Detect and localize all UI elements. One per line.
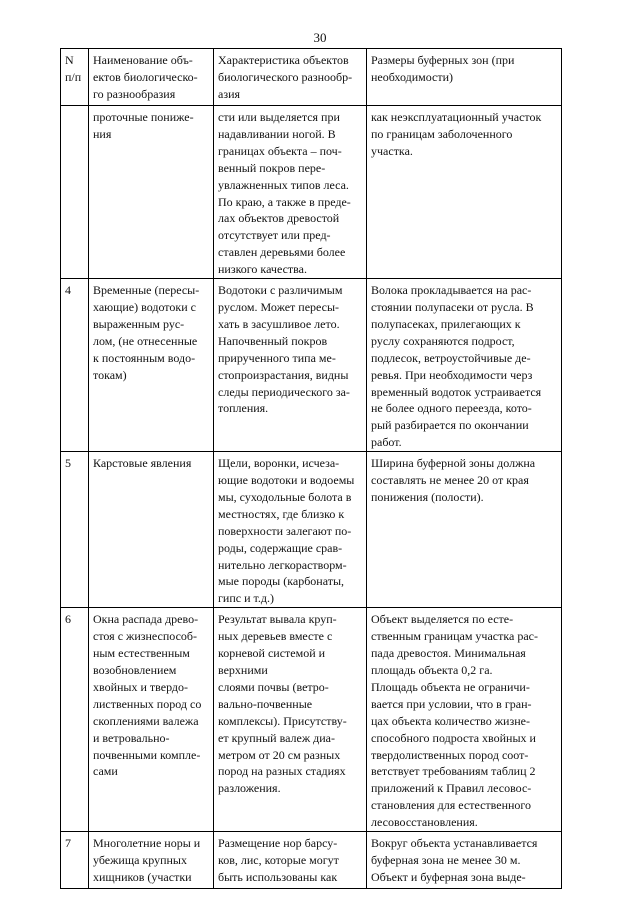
row-name-cell: проточные пониже- ния — [89, 106, 214, 279]
header-name: Наименование объ- ектов биологическо- го разнообразия — [89, 49, 214, 106]
header-number: N п/п — [61, 49, 89, 106]
table-row — [61, 279, 562, 452]
row-number-cell: 6 — [61, 608, 89, 832]
table-row — [61, 608, 562, 832]
row-characteristic-cell: Размещение нор барсу- ков, лис, которые могут быть использованы как — [214, 832, 367, 889]
row-number-cell: 4 — [61, 279, 89, 452]
row-characteristic-cell: сти или выделяется при надавливании ногой. В границах объекта – поч- венный покров пере- увлажненных типов леса. По краю, а также в преде- лах объектов древостой отсутствует или пред- ставлен деревьями более низкого качества. — [214, 106, 367, 279]
row-number-cell: 7 — [61, 832, 89, 889]
row-name-cell: Многолетние норы и убежища крупных хищников (участки — [89, 832, 214, 889]
row-buffer-cell: Волока прокладывается на рас- стоянии полупасеки от русла. В полупасеках, прилегающих к руслу сохраняются подрост, подлесок, ветроустойчивые де- ревья. При необходимости черз временный водоток устраивается не более одного переезда, кото- рый разбирается по окончании работ. — [367, 279, 562, 452]
page-number: 30 — [313, 30, 327, 45]
row-characteristic-cell: Водотоки с различимым руслом. Может пересы- хать в засушливое лето. Напочвенный покров прирученного типа ме- стопроизрастания, видны следы периодического за- топления. — [214, 279, 367, 452]
row-buffer-cell: Вокруг объекта устанавливается буферная зона не менее 30 м. Объект и буферная зона выде- — [367, 832, 562, 889]
table-row — [61, 832, 562, 889]
table-row — [61, 452, 562, 608]
row-number-cell — [61, 106, 89, 279]
table-header-row — [61, 49, 562, 106]
buffer-zones-table — [60, 48, 562, 889]
header-buffer-size: Размеры буферных зон (при необходимости) — [367, 49, 562, 106]
header-characteristic: Характеристика объектов биологического разнообр- азия — [214, 49, 367, 106]
table-row — [61, 106, 562, 279]
row-characteristic-cell: Щели, воронки, исчеза- ющие водотоки и водоемы мы, суходольные болота в местностях, где близко к поверхности залегают по- роды, содержащие срав- нительно легкорастворм- мые породы (карбонаты, гипс и т.д.) — [214, 452, 367, 608]
row-name-cell: Карстовые явления — [89, 452, 214, 608]
row-buffer-cell: Объект выделяется по есте- ственным границам участка рас- пада древостоя. Минимальная площадь объекта 0,2 га. Площадь объекта не ограничи- вается при условии, что в гран- цах объекта количество жизне- способного подроста хвойных и твердолиственных пород соот- ветствует требованиям таблиц 2 приложений к Правил лесовос- становления для естественного лесовосстановления. — [367, 608, 562, 832]
row-characteristic-cell: Результат вывала круп- ных деревьев вместе с корневой системой и верхними слоями почвы (ветро- вально-почвенные комплексы). Присутству- ет крупный валеж диа- метром от 20 см разных пород на разных стадиях разложения. — [214, 608, 367, 832]
row-name-cell: Временные (пересы- хающие) водотоки с выраженным рус- лом, (не отнесенные к постоянным водо- токам) — [89, 279, 214, 452]
row-number-cell: 5 — [61, 452, 89, 608]
row-buffer-cell: Ширина буферной зоны должна составлять не менее 20 от края понижения (полости). — [367, 452, 562, 608]
row-name-cell: Окна распада древо- стоя с жизнеспособ- ным естественным возобновлением хвойных и твердо- лиственных пород со скоплениями валежа и ветровально- почвенными компле- сами — [89, 608, 214, 832]
row-buffer-cell: как неэксплуатационный участок по границам заболоченного участка. — [367, 106, 562, 279]
